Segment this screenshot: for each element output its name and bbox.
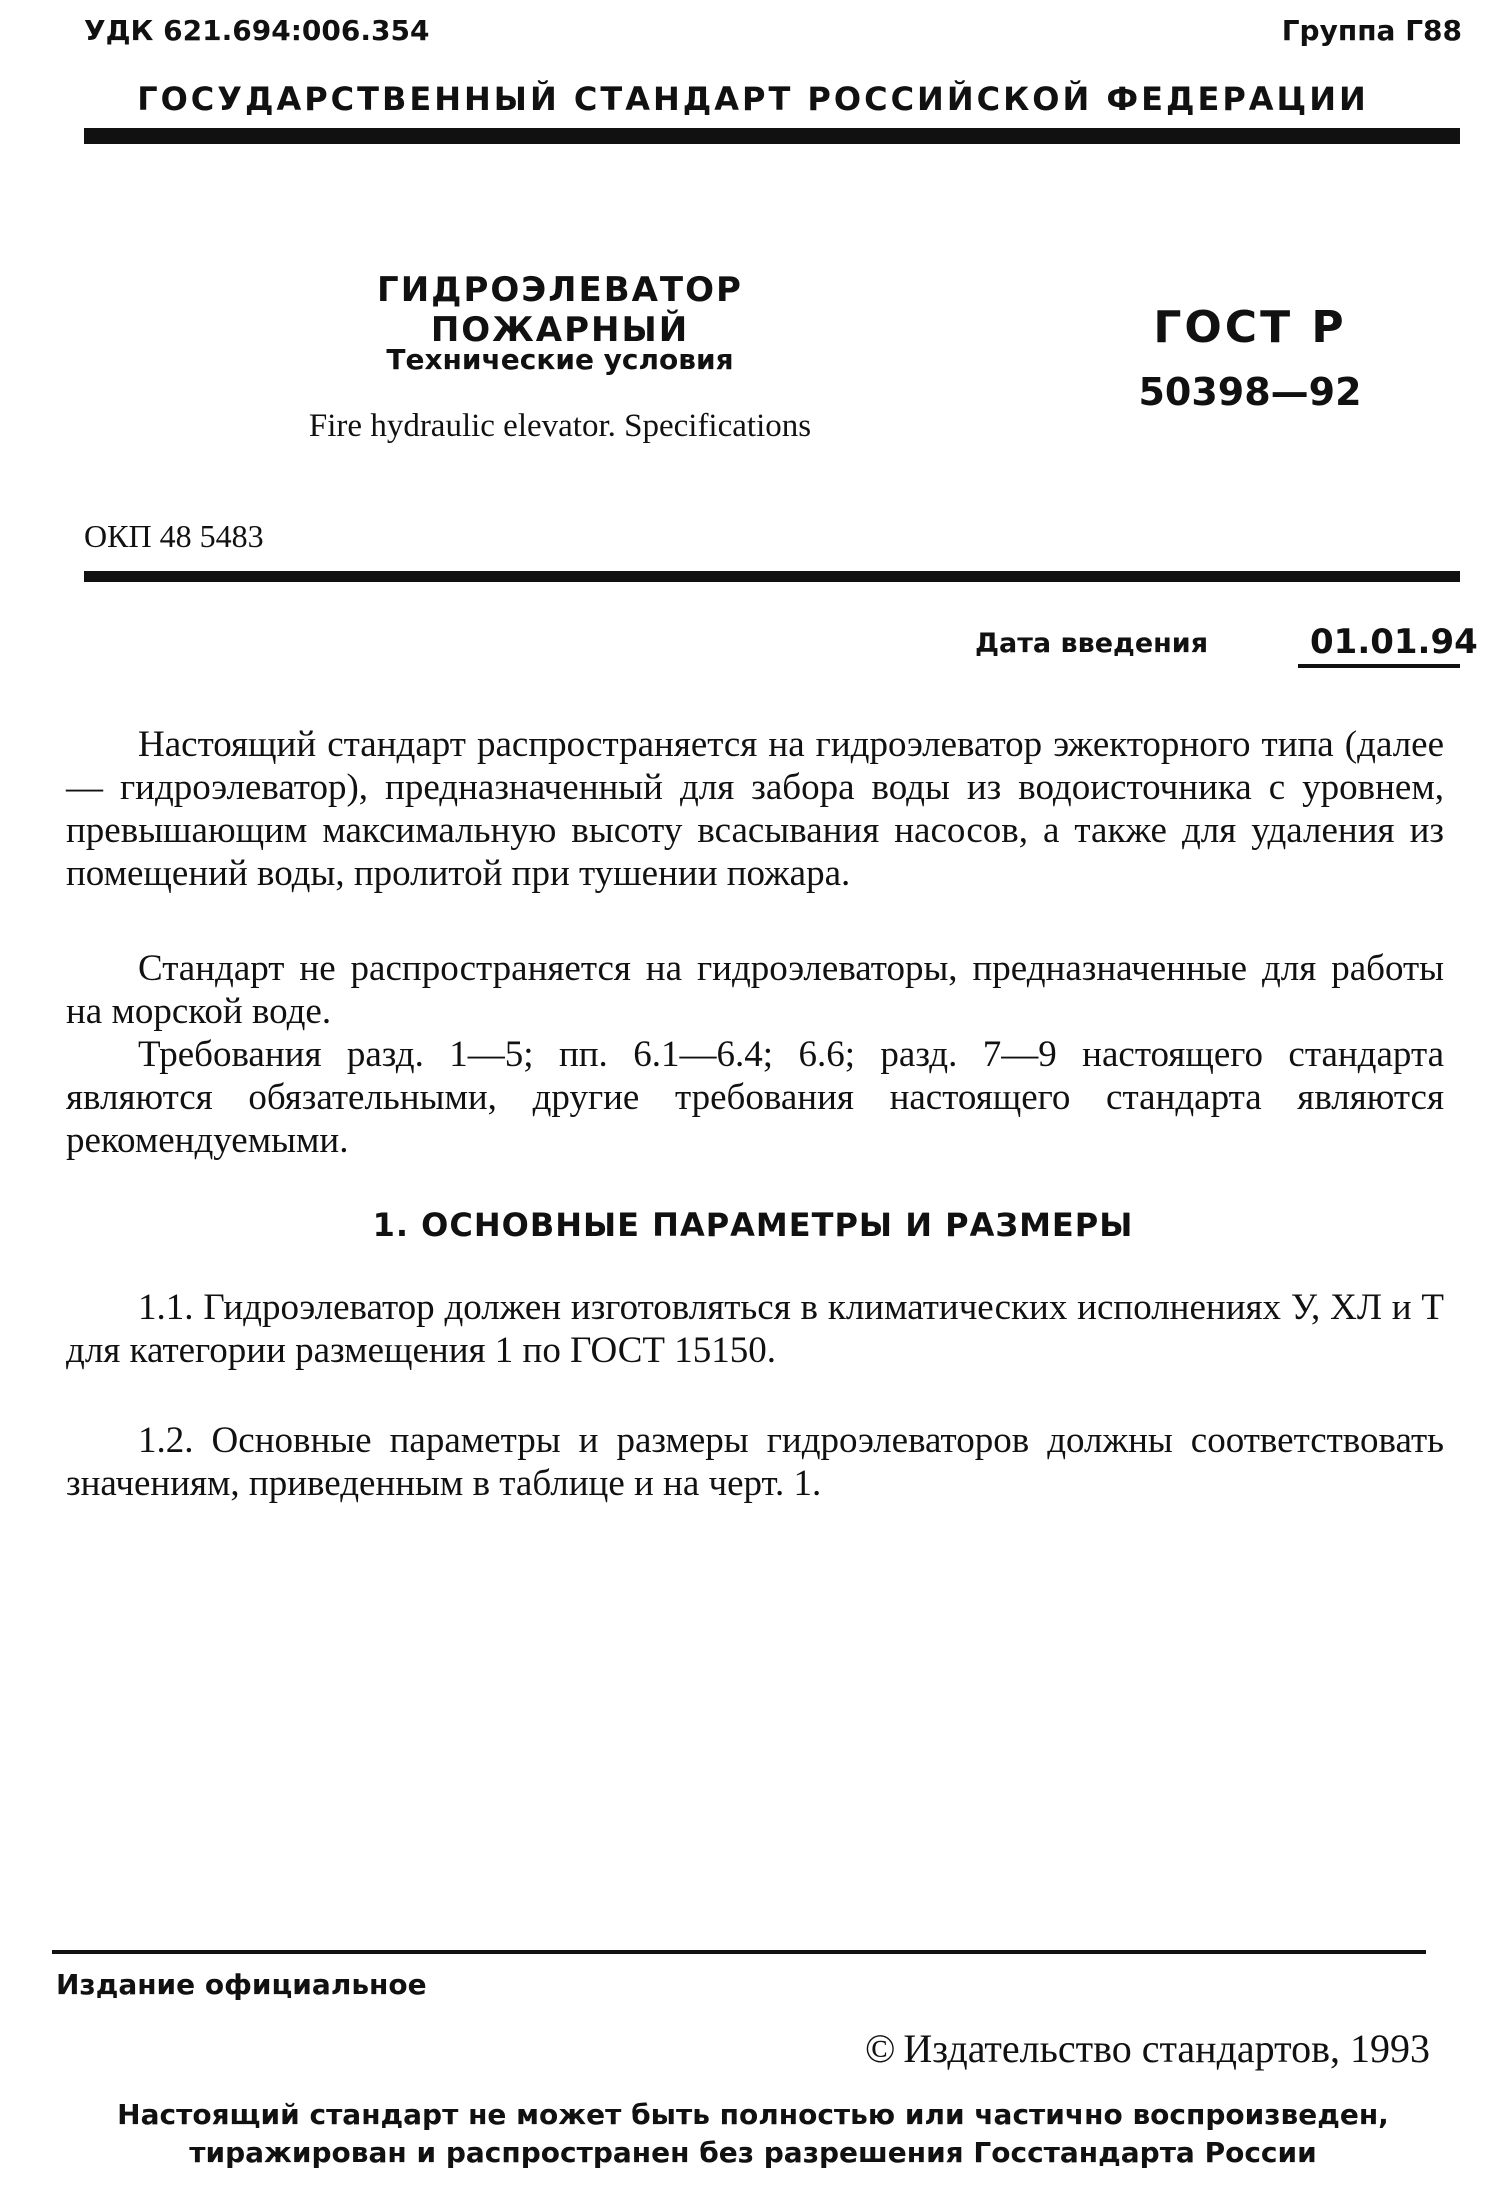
reproduction-notice-line2: тиражирован и распространен без разрешения Госстандарта России <box>189 2136 1317 2169</box>
gost-number: 50398—92 <box>1138 370 1362 414</box>
paragraph-scope: Настоящий стандарт распространяется на гидроэлеватор эжекторного типа (далее — гидроэлеватор), предназначенный для забора воды из водоисточника с уровнем, превышающим максимальную высоту всасывания насосов, а также для удаления из помещений воды, пролитой при тушении пожара. <box>66 724 1444 894</box>
document-title: ГИДРОЭЛЕВАТОР ПОЖАРНЫЙ <box>377 270 743 350</box>
official-edition-label: Издание официальное <box>56 1968 427 2001</box>
clause-1-1: 1.1. Гидроэлеватор должен изготовляться в климатических исполнениях У, ХЛ и Т для категории размещения 1 по ГОСТ 15150. <box>66 1287 1444 1371</box>
title-block-rule <box>84 571 1460 582</box>
gost-label: ГОСТ Р <box>1153 302 1347 353</box>
section-heading: 1. ОСНОВНЫЕ ПАРАМЕТРЫ И РАЗМЕРЫ <box>372 1206 1134 1244</box>
intro-date-underline <box>1298 664 1460 668</box>
paragraph-exclusion: Стандарт не распространяется на гидроэлеваторы, предназначенные для работы на морской воде. <box>66 948 1444 1032</box>
reproduction-notice-line1: Настоящий стандарт не может быть полностью или частично воспроизведен, <box>117 2098 1389 2131</box>
clause-1-2: 1.2. Основные параметры и размеры гидроэлеваторов должны соответствовать значениям, приведенным в таблице и на черт. 1. <box>66 1420 1444 1504</box>
document-title-english: Fire hydraulic elevator. Specifications <box>308 408 812 444</box>
paragraph-requirements: Требования разд. 1—5; пп. 6.1—6.4; 6.6; разд. 7—9 настоящего стандарта являются обязательными, другие требования настоящего стандарта являются рекомендуемыми. <box>66 1034 1444 1161</box>
intro-date-label: Дата введения <box>975 628 1209 659</box>
footer-rule <box>52 1950 1426 1954</box>
udk-code: УДК 621.694:006.354 <box>84 14 430 47</box>
intro-date-value: 01.01.94 <box>1310 622 1478 662</box>
group-code: Группа Г88 <box>1281 14 1462 47</box>
copyright-text: Издательство стандартов, 1993 <box>903 2026 1430 2071</box>
okp-code: ОКП 48 5483 <box>84 518 264 554</box>
state-standard-heading: ГОСУДАРСТВЕННЫЙ СТАНДАРТ РОССИЙСКОЙ ФЕДЕРАЦИИ <box>137 80 1369 118</box>
copyright-icon: © <box>864 2026 896 2071</box>
document-subtitle: Технические условия <box>386 343 734 376</box>
header-rule <box>84 128 1460 144</box>
copyright-line <box>700 2025 1430 2072</box>
